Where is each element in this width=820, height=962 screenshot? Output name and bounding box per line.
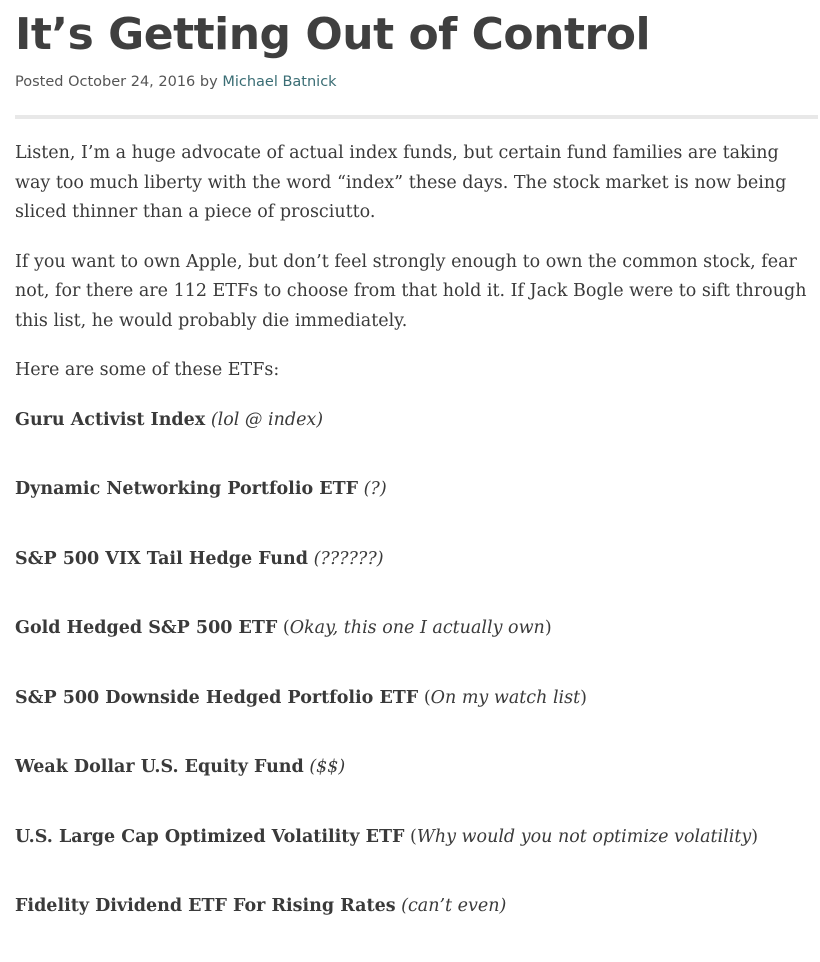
etf-note: (??????): [313, 548, 384, 569]
paren-open: (: [423, 687, 431, 708]
etf-note: On my watch list: [430, 687, 581, 708]
blog-post: [15, 0, 818, 962]
paren-close: ): [544, 618, 552, 638]
etf-name: Gold Hedged S&P 500 ETF: [15, 618, 278, 638]
post-meta: [15, 72, 818, 92]
etf-item: [15, 753, 818, 803]
etf-note: Why would you not optimize volatility: [416, 826, 752, 847]
etf-name: U.S. Large Cap Optimized Volatility ETF: [15, 826, 405, 847]
etf-item: [15, 406, 818, 456]
etf-name: S&P 500 VIX Tail Hedge Fund: [15, 548, 308, 569]
author-link[interactable]: Michael Batnick: [222, 74, 337, 90]
etf-name: Fidelity Dividend ETF For Rising Rates: [15, 896, 396, 916]
etf-note: (?): [363, 479, 387, 499]
post-content: [15, 139, 818, 942]
post-title: It’s Getting Out of Control: [15, 9, 651, 60]
etf-item: [15, 614, 818, 664]
etf-note: Okay, this one I actually own: [289, 618, 545, 638]
etf-item: [15, 823, 818, 873]
by-label: by: [199, 74, 218, 90]
header-divider: [15, 115, 818, 119]
paren-close: ): [751, 826, 759, 847]
etf-name: Weak Dollar U.S. Equity Fund: [15, 757, 304, 777]
paragraph-apple: If you want to own Apple, but don’t feel strongly enough to own the common stock, fear not, for there are 112 ETFs to choose from that hold it. If Jack Bogle were to sift through this list, he would probably die immediately.: [15, 251, 807, 331]
etf-note: ($$): [309, 757, 346, 777]
etf-item: [15, 684, 818, 734]
paren-open: (: [410, 826, 417, 847]
etf-item: [15, 545, 818, 595]
etf-name: S&P 500 Downside Hedged Portfolio ETF: [15, 687, 419, 708]
posted-label: Posted: [15, 74, 64, 90]
etf-note: (lol @ index): [210, 409, 324, 430]
etf-note: (can’t even): [401, 896, 507, 916]
paragraph-etf-intro: Here are some of these ETFs:: [15, 360, 280, 380]
post-date[interactable]: October 24, 2016: [68, 74, 196, 90]
etf-item: [15, 475, 818, 525]
etf-item: [15, 892, 818, 942]
paren-close: ): [580, 687, 587, 708]
paragraph-intro: Listen, I’m a huge advocate of actual index funds, but certain fund families are taking way too much liberty with the word “index” these days. The stock market is now being sliced thinner than a piece of prosciutto.: [15, 143, 787, 222]
etf-name: Dynamic Networking Portfolio ETF: [15, 479, 359, 499]
etf-name: Guru Activist Index: [15, 409, 206, 430]
paren-open: (: [282, 618, 290, 638]
